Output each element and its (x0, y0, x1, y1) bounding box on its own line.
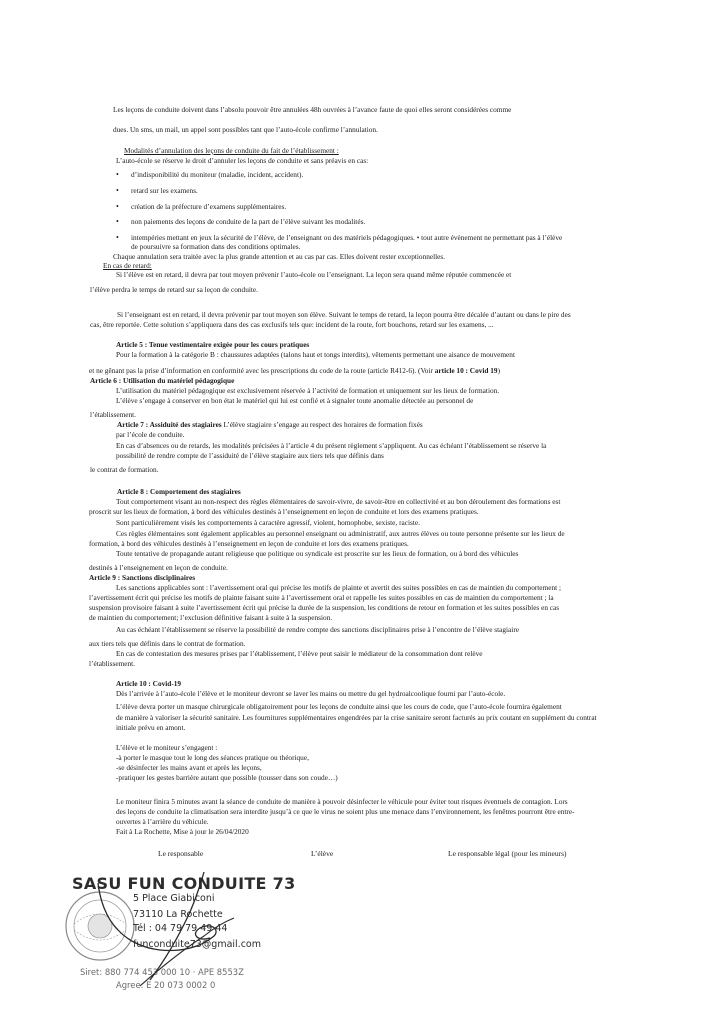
paragraph-line: des leçons de conduite la climatisation sera interdite jusqu’à ce que le virus ne soient plus une menace dans l’environnement, les fenêtres pourront être entre- (116, 807, 575, 816)
paragraph-line: l’établissement. (89, 659, 135, 668)
paragraph-line: de manière à valoriser la sécurité sanitaire. Les fournitures supplémentaires engendrées par la crise sanitaire seront facturés au prix coutant en supplément du contrat (116, 713, 597, 722)
paragraph-line: Tout comportement visant au non-respect des règles élémentaires de savoir-vivre, de savoir-être en collectivité et au bon déroulement des formations est (116, 497, 561, 506)
bullet-item: • création de la préfecture d’examens supplémentaires. (131, 202, 286, 212)
section-heading: En cas de retard: (103, 261, 152, 270)
article-title: Article 5 : Tenue vestimentaire exigée pour les cours pratiques (116, 340, 310, 349)
stamp-address-line: 73110 La Rochette (133, 909, 223, 920)
paragraph-line: initiale prévu en amont. (116, 723, 186, 732)
bullet-item: • intempéries mettant en jeux la sécurité de l’élève, de l’enseignant ou des matériels pédagogiques. • tout autre évènement ne permettant pas à l’élève (131, 233, 562, 243)
paragraph-line: -se désinfecter les mains avant et après les leçons, (116, 763, 262, 772)
paragraph-line: de maintien du comportement; l’exclusion définitive faisant à suite à la suspension. (89, 613, 333, 622)
article-title: Article 10 : Covid-19 (116, 679, 182, 688)
stamp-phone: Tél : 04 79 79 49 44 (133, 923, 228, 934)
stamp-email: funconduite73@gmail.com (133, 939, 261, 950)
paragraph-line: Les sanctions applicables sont : l’avertissement oral qui précise les motifs de plainte et avertit des suites possibles en cas de maintien du comportement ; (116, 583, 561, 592)
stamp-siret: Siret: 880 774 453 000 10 · APE 8553Z (80, 967, 244, 977)
paragraph-line: formation, à bord des véhicules destinés à l’enseignement en leçon de conduite et lors des examens pratiques. (89, 539, 409, 548)
bullet-item: • retard sur les examens. (131, 186, 198, 196)
paragraph-line: Si l’enseignant est en retard, il devra prévenir par tout moyen son élève. Suivant le temps de retard, la leçon pourra être décalée d’autant ou dans le pire des (117, 310, 571, 319)
paragraph-line: possibilité de rendre compte de l’assiduité de l’élève stagiaire aux tiers tels que définis dans (116, 451, 384, 460)
article-title: Article 8 : Comportement des stagiaires (117, 487, 241, 496)
paragraph-line: l’élève perdra le temps de retard sur sa leçon de conduite. (90, 285, 258, 294)
article-title: Article 7 : Assiduité des stagiaires L’élève stagiaire s’engage au respect des horaires de formation fixés (117, 420, 423, 429)
paragraph-line: l’établissement. (90, 410, 136, 419)
paragraph-line: -pratiquer les gestes barrière autant que possible (tousser dans son coude…) (116, 773, 338, 782)
paragraph-line: Le moniteur finira 5 minutes avant la séance de conduite de manière à pouvoir désinfecter le véhicule pour éviter tout risques éventuels de contagion. Lors (116, 797, 568, 806)
paragraph-line: -à porter le masque tout le long des séances pratique ou théorique, (116, 753, 309, 762)
paragraph-line: L’élève devra porter un masque chirurgicale obligatoirement pour les leçons de conduite ainsi que les cours de code, que l’auto-école fournira également (116, 702, 562, 711)
bullet-item: • non paiements des leçons de conduite de la part de l’élève suivant les modalités. (131, 217, 365, 227)
paragraph-line: Si l’élève est en retard, il devra par tout moyen prévenir l’auto-école ou l’enseignant. La leçon sera quand même réputée commencée et (116, 270, 512, 279)
paragraph-line: proscrit sur les lieux de formation, à bord des véhicules destinés à l’enseignement en leçon de conduite et lors des examens pratiques. (89, 507, 479, 516)
paragraph-line: En cas de contestation des mesures prises par l’établissement, l’élève peut saisir le médiateur de la consommation dont relève (116, 649, 483, 658)
signature-label-legal: Le responsable légal (pour les mineurs) (448, 849, 567, 858)
signature-label-student: L’élève (311, 849, 334, 858)
paragraph-line: L’élève et le moniteur s’engagent : (116, 743, 218, 752)
intro-line: Les leçons de conduite doivent dans l’absolu pouvoir être annulées 48h ouvrées à l’avance faute de quoi elles seront considérées comme (113, 105, 512, 114)
paragraph-line: Dès l’arrivée à l’auto-école l’élève et le moniteur devront se laver les mains ou mettre du gel hydroalcoolique fourni par l’auto-école. (116, 689, 506, 698)
paragraph-line: Toute tentative de propagande autant religieuse que politique ou syndicale est proscrite sur les lieux de formation, ou à bord des véhicules (116, 549, 519, 558)
paragraph-line: Sont particulièrement visés les comportements à caractère agressif, violent, homophobe, sexiste, raciste. (116, 518, 420, 527)
section-heading: Modalités d’annulation des leçons de conduite du fait de l’établissement : (124, 146, 339, 155)
paragraph-line: l’avertissement écrit qui précise les motifs de plainte faisant suite à l’avertissement oral et rappelle les suites possibles en cas de maintien du comportement ; la (89, 593, 554, 602)
paragraph-line: suspension provisoire faisant à suite l’avertissement écrit qui précise la durée de la suspension, les conditions de retour en formation et les suites possibles en cas (89, 603, 560, 612)
paragraph-line: Ces règles élémentaires sont également applicables au personnel enseignant ou administratif, aux autres élèves ou toute personne présente sur les lieux de (116, 529, 565, 538)
paragraph-line: aux tiers tels que définis dans le contrat de formation. (89, 639, 246, 648)
paragraph-line: par l’école de conduite. (116, 430, 185, 439)
paragraph-line: et ne gênant pas la prise d’information en conformité avec les prescriptions du code de la route (article R412-6). (Voir article 10 : Covid 19) (89, 366, 501, 375)
paragraph-line: le contrat de formation. (90, 465, 159, 474)
article-title: Article 6 : Utilisation du matériel pédagogique (90, 376, 235, 385)
stamp-address-line: 5 Place Giabiconi (133, 893, 215, 904)
stamp-company-name: SASU FUN CONDUITE 73 (72, 874, 296, 893)
signature-label-responsible: Le responsable (158, 849, 204, 858)
paragraph-line: Pour la formation à la catégorie B : chaussures adaptées (talons haut et tongs interdits), vêtements permettant une aisance de mouvement (116, 350, 515, 359)
paragraph-line: cas, être reportée. Cette solution s’appliquera dans des cas exclusifs tels que: incident de la route, fort bouchons, retard sur les examens, ... (90, 320, 494, 329)
intro-line: dues. Un sms, un mail, un appel sont possibles tant que l’auto-école confirme l’annulation. (113, 125, 378, 134)
paragraph-line: destinés à l’enseignement en leçon de conduite. (89, 563, 228, 572)
paragraph-line: L’utilisation du matériel pédagogique est exclusivement réservée à l’activité de formation et uniquement sur les lieux de formation. (116, 386, 500, 395)
paragraph-line: Chaque annulation sera traitée avec la plus grande attention et au cas par cas. Elles doivent rester exceptionnelles. (113, 252, 446, 261)
paragraph-line: L’auto-école se réserve le droit d’annuler les leçons de conduite et sans préavis en cas: (116, 156, 369, 165)
stamp-agreement: Agree: E 20 073 0002 0 (116, 980, 216, 990)
bullet-item: • d’indisponibilité du moniteur (maladie, incident, accident). (131, 170, 303, 180)
paragraph-line: En cas d’absences ou de retards, les modalités précisées à l’article 4 du présent règlement s’appliquent. Au cas échéant l’établissement se réserve la (116, 441, 547, 450)
paragraph-line: L’élève s’engage à conserver en bon état le matériel qui lui est confié et à signaler toute anomalie détectée au personnel de (116, 396, 474, 405)
paragraph-line: Au cas échéant l’établissement se réserve la possibilité de rendre compte des sanctions disciplinaires prise à l’encontre de l’élève stagiaire (116, 625, 519, 634)
bullet-continuation: de poursuivre sa formation dans des conditions optimales. (131, 242, 301, 251)
article-title: Article 9 : Sanctions disciplinaires (89, 573, 196, 582)
date-place: Fait à La Rochette, Mise à jour le 26/04/2020 (116, 827, 249, 836)
seal-icon (60, 886, 140, 966)
paragraph-line: ouvertes à l’arrière du véhicule. (116, 817, 209, 826)
